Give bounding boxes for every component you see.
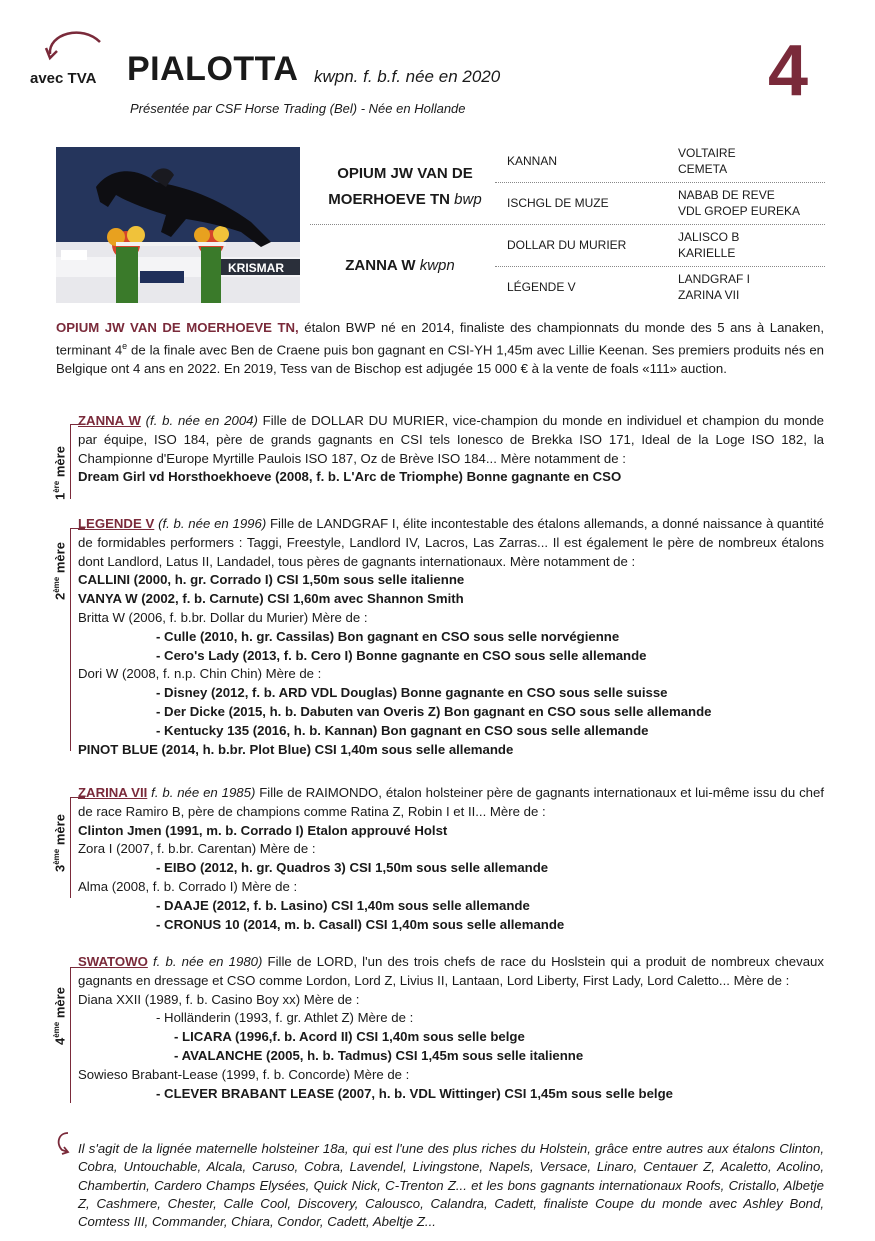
mother-name: ZANNA W bbox=[78, 413, 141, 428]
offspring-line: Dori W (2008, f. n.p. Chin Chin) Mère de : bbox=[78, 666, 322, 682]
pedigree-great-grandparent: VOLTAIRE bbox=[678, 146, 736, 160]
offspring-line: - Kentucky 135 (2016, h. b. Kannan) Bon gagnant en CSO sous selle allemande bbox=[156, 722, 649, 738]
mother-name: SWATOWO bbox=[78, 954, 148, 969]
offspring-line: - CRONUS 10 (2014, m. b. Casall) CSI 1,40m sous selle allemande bbox=[156, 916, 565, 932]
offspring-line: Dream Girl vd Horsthoekhoeve (2008, f. b. L'Arc de Triomphe) Bonne gagnante en CSO bbox=[78, 469, 622, 485]
offspring-line: - Culle (2010, h. gr. Cassilas) Bon gagnant en CSO sous selle norvégienne bbox=[156, 628, 620, 644]
offspring-line: - AVALANCHE (2005, h. b. Tadmus) CSI 1,45m sous selle italienne bbox=[174, 1047, 584, 1063]
offspring-line: - Cero's Lady (2013, f. b. Cero I) Bonne gagnante en CSO sous selle allemande bbox=[156, 647, 647, 663]
mother-1-section: ZANNA W (f. b. née en 2004) Fille de DOLLAR DU MURIER, vice-champion du monde en individuel et champion du monde par équipe, ISO 184, père de grands gagnants en CSI tels Ionesco de Brekka ISO 171, Ideal de la Loge ISO 182, la Championne d'Europe Myrtille Paulois ISO 187, Oz de Brève ISO 184... Mère notamment de : Dream Girl vd Horsthoekhoeve (2008, f. b. L'Arc de Triomphe) Bonne gagnante en CSO bbox=[78, 412, 824, 487]
offspring-line: Britta W (2006, f. b.br. Dollar du Murier) Mère de : bbox=[78, 609, 368, 625]
mother-3-section: ZARINA VII f. b. née en 1985) Fille de RAIMONDO, étalon holsteiner père de gagnants internationaux et lui-même issu du chef de race Ramiro B, père de champions comme Ratina Z, Robin I et II... Mère de : Clinton Jmen (1991, m. b. Corrado I) Etalon approuvé Holst Zora I (2007, f. b.br. Carentan) Mère de : - EIBO (2012, h. gr. Quadros 3) CSI 1,50m sous selle allemande Alma (2008, f. b. Corrado I) Mère de : - DAAJE (2012, f. b. Lasino) CSI 1,40m sous selle allemande - CRONUS 10 (2014, m. b. Casall) CSI 1,40m sous selle allemande bbox=[78, 784, 824, 934]
pedigree-great-grandparent: ZARINA VII bbox=[678, 288, 740, 302]
pedigree-great-grandparent: NABAB DE REVE bbox=[678, 188, 775, 202]
pedigree-dam bbox=[305, 257, 495, 274]
pedigree-great-grandparent: KARIELLE bbox=[678, 246, 736, 260]
offspring-line: - CLEVER BRABANT LEASE (2007, h. b. VDL Wittinger) CSI 1,45m sous selle belge bbox=[156, 1085, 673, 1101]
offspring-line: - Der Dicke (2015, h. b. Dabuten van Overis Z) Bon gagnant en CSO sous selle allemande bbox=[156, 703, 712, 719]
offspring-line: - DAAJE (2012, f. b. Lasino) CSI 1,40m sous selle allemande bbox=[156, 897, 530, 913]
pedigree-grandparent: ISCHGL DE MUZE bbox=[507, 196, 609, 210]
mother-label: 1ère mère bbox=[52, 446, 68, 500]
pedigree-divider bbox=[310, 224, 825, 225]
mother-label: 2ème mère bbox=[52, 542, 68, 600]
horse-photo bbox=[56, 147, 300, 303]
sire-name: OPIUM JW VAN DE MOERHOEVE TN bbox=[328, 165, 473, 208]
curved-arrow-icon bbox=[42, 24, 106, 68]
pedigree-divider bbox=[495, 182, 825, 183]
pedigree-great-grandparent: VDL GROEP EUREKA bbox=[678, 204, 801, 218]
tva-label: avec TVA bbox=[30, 70, 97, 87]
offspring-line: - Disney (2012, f. b. ARD VDL Douglas) Bonne gagnante en CSO sous selle suisse bbox=[156, 685, 668, 701]
hook-arrow-icon bbox=[54, 1130, 74, 1156]
offspring-line: VANYA W (2002, f. b. Carnute) CSI 1,60m avec Shannon Smith bbox=[78, 591, 464, 607]
mother-2-section: LEGENDE V (f. b. née en 1996) Fille de LANDGRAF I, élite incontestable des étalons allemands, a donné naissance à quantité de formidables performers : Taggi, Freestyle, Landlord IV, Lacros, Las Zarras... Il est également le père de nombreux étalons dont Landlord, Latus II, Landadel, tous pères de gagnants internationaux. Mère notamment de : CALLINI (2000, h. gr. Corrado I) CSI 1,50m sous selle italienne VANYA W (2002, f. b. Carnute) CSI 1,60m avec Shannon Smith Britta W (2006, f. b.br. Dollar du Murier) Mère de : - Culle (2010, h. gr. Cassilas) Bon gagnant en CSO sous selle norvégienne - Cero's Lady (2013, f. b. Cero I) Bonne gagnante en CSO sous selle allemande Dori W (2008, f. n.p. Chin Chin) Mère de : - Disney (2012, f. b. ARD VDL Douglas) Bonne gagnante en CSO sous selle suisse - Der Dicke (2015, h. b. Dabuten van Overis Z) Bon gagnant en CSO sous selle allemande - Kentucky 135 (2016, h. b. Kannan) Bon gagnant en CSO sous selle allemande PINOT BLUE (2014, h. b.br. Plot Blue) CSI 1,40m sous selle allemande bbox=[78, 515, 824, 759]
dam-stud: kwpn bbox=[419, 257, 455, 274]
pedigree-sire bbox=[310, 161, 500, 213]
offspring-line: CALLINI (2000, h. gr. Corrado I) CSI 1,50m sous selle italienne bbox=[78, 572, 465, 588]
offspring-line: - EIBO (2012, h. gr. Quadros 3) CSI 1,50m sous selle allemande bbox=[156, 860, 549, 876]
mother-label: 4ème mère bbox=[52, 987, 68, 1045]
mother-4-section: SWATOWO f. b. née en 1980) Fille de LORD, l'un des trois chefs de race du Hoslstein qui a produit de nombreux chevaux gagnants en dressage et CSO comme Lordon, Lord Z, Livius II, Lantaan, Lord Liberty, First Lady, Lord Caletto... Mère de : Diana XXII (1989, f. b. Casino Boy xx) Mère de : - Holländerin (1993, f. gr. Athlet Z) Mère de : - LICARA (1996,f. b. Acord II) CSI 1,40m sous selle belge - AVALANCHE (2005, h. b. Tadmus) CSI 1,45m sous selle italienne Sowieso Brabant-Lease (1999, f. b. Concorde) Mère de : - CLEVER BRABANT LEASE (2007, h. b. VDL Wittinger) CSI 1,45m sous selle belge bbox=[78, 953, 824, 1103]
horse-subtitle: kwpn. f. b.f. née en 2020 bbox=[314, 67, 501, 86]
dam-name: ZANNA W bbox=[345, 257, 416, 274]
pedigree-grandparent: LÉGENDE V bbox=[507, 280, 576, 294]
offspring-line: PINOT BLUE (2014, h. b.br. Plot Blue) CSI 1,40m sous selle allemande bbox=[78, 741, 514, 757]
jumping-horse-illustration bbox=[56, 147, 300, 303]
presented-by: Présentée par CSF Horse Trading (Bel) - Née en Hollande bbox=[130, 101, 466, 116]
mother-name: ZARINA VII bbox=[78, 785, 148, 800]
maternal-line-note: Il s'agit de la lignée maternelle holsteiner 18a, qui est l'une des plus riches du Holstein, grâce entre autres aux étalons Clinton, Cobra, Untouchable, Alcala, Caruso, Cobra, Lavendel, Livingstone, Napels, Versace, Linaro, Centauer Z, Acaletto, Acolino, Chambertin, Cardero Champs Elysées, Quick Nick, C-Trenton Z... et les bons gagnants internationaux Roofs, Cristallo, Albetje Z, Cashmere, Chester, Calle Cool, Discovery, Calousco, Calandra, Cadett, finaliste Coupe du monde avec Ashley Bond, Comtess III, Commander, Chiara, Condor, Cadett, Abeltje Z... bbox=[78, 1141, 824, 1230]
sire-description bbox=[56, 318, 824, 378]
offspring-line: Diana XXII (1989, f. b. Casino Boy xx) Mère de : bbox=[78, 991, 360, 1007]
pedigree-grandparent: DOLLAR DU MURIER bbox=[507, 238, 627, 252]
pedigree-great-grandparent: LANDGRAF I bbox=[678, 272, 751, 286]
offspring-line: Clinton Jmen (1991, m. b. Corrado I) Etalon approuvé Holst bbox=[78, 822, 448, 838]
sire-description-name: OPIUM JW VAN DE MOERHOEVE TN, bbox=[56, 320, 299, 335]
banner-text: KRISMAR bbox=[228, 261, 284, 275]
offspring-line: Alma (2008, f. b. Corrado I) Mère de : bbox=[78, 878, 298, 894]
pedigree-great-grandparent: JALISCO B bbox=[678, 230, 740, 244]
lot-number: 4 bbox=[768, 31, 809, 111]
pedigree-grandparent: KANNAN bbox=[507, 154, 558, 168]
offspring-line: Zora I (2007, f. b.br. Carentan) Mère de : bbox=[78, 841, 316, 857]
sire-description-text: de la finale avec Ben de Craene puis bon gagnant en CSI-YH 1,45m avec Lillie Keenan. Ses premiers produits nés en Belgique ont 4 ans en 2022. En 2019, Tess van de Bischop est adjugée 15 000 € à la vente de foals «111» auction. bbox=[56, 342, 824, 377]
sire-description-text: étalon BWP né en 2014, finaliste des championnats du monde des 5 ans à Lanaken, terminant 4 bbox=[56, 320, 824, 358]
sire-stud: bwp bbox=[454, 191, 482, 208]
mother-label: 3ème mère bbox=[52, 814, 68, 872]
superscript: e bbox=[122, 341, 128, 351]
offspring-line: - Holländerin (1993, f. gr. Athlet Z) Mère de : bbox=[156, 1010, 414, 1026]
pedigree-divider bbox=[495, 266, 825, 267]
horse-name: PIALOTTA bbox=[127, 50, 299, 88]
offspring-line: - LICARA (1996,f. b. Acord II) CSI 1,40m sous selle belge bbox=[174, 1029, 525, 1045]
mother-name: LEGENDE V bbox=[78, 516, 155, 531]
offspring-line: Sowieso Brabant-Lease (1999, f. b. Concorde) Mère de : bbox=[78, 1066, 410, 1082]
pedigree-great-grandparent: CEMETA bbox=[678, 162, 728, 176]
